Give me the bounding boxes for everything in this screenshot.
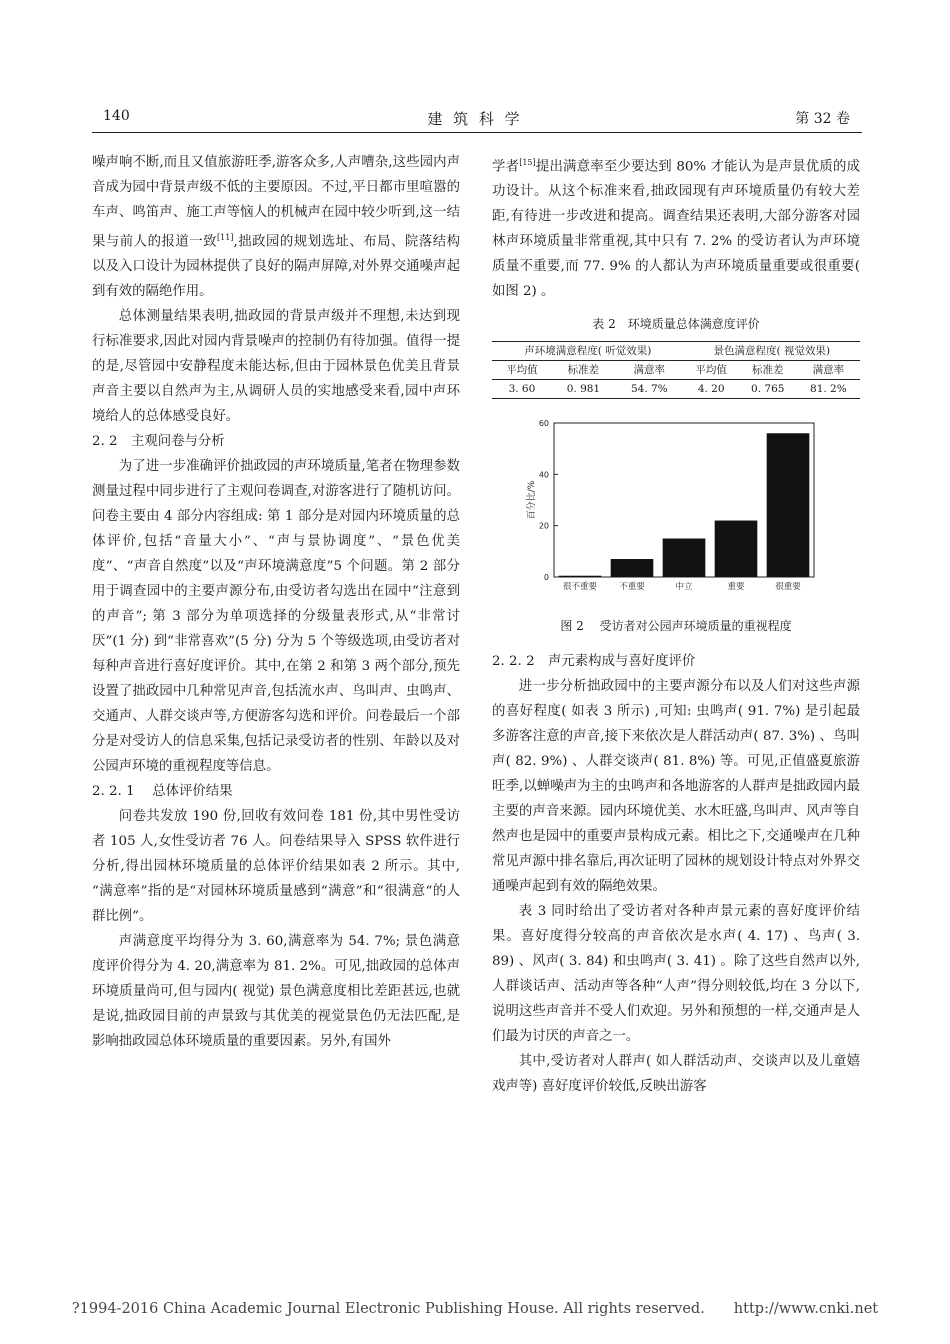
table-column-header: 平均值 (492, 361, 552, 380)
subsection-heading: 2. 2. 2 声元素构成与喜好度评价 (492, 654, 696, 670)
reference-mark: [11] (217, 233, 234, 242)
paragraph: 进一步分析拙政园中的主要声源分布以及人们对这些声源的喜好程度( 如表 3 所示) ,可知: 虫鸣声( 91. 7%) 是引起最多游客注意的声音,接下来依次是人群活动声( 87. 3%) 、鸟叫声( 82. 9%) 、人群交谈声( 81. 8%) 等。可见,正值盛夏旅游旺季,以蝉噪声为主的虫鸣声和各地游客的人群声是拙政园内最主要的声音来源。园内环境优美、水木旺盛,鸟叫声、风声等自然声也是园中的重要声景构成元素。相比之下,交通噪声在几种常见声源中排名靠后,再次证明了园林的规划设计特点对外界交通噪声起到有效的隔绝效果。 (492, 679, 860, 895)
journal-title: 建 筑 科 学 (427, 110, 523, 128)
reference-mark: [15] (519, 158, 536, 167)
bar (559, 576, 602, 577)
table-column-header: 满意率 (615, 361, 684, 380)
figure-caption: 图 2 受访者对公园声环境质量的重视程度 (560, 619, 792, 634)
right-column (492, 150, 860, 1099)
y-tick-label: 20 (538, 522, 549, 532)
paragraph: 声满意度平均得分为 3. 60,满意率为 54. 7%; 景色满意度评价得分为 4. 20,满意率为 81. 2%。可见,拙政园的总体声环境质量尚可,但与园内( 视觉) 景色满意度相比差距甚远,也就是说,拙政园目前的声景致与其优美的视觉景色仍无法匹配,是影响拙政园总体环境质量的重要因素。另外,有国外 (92, 934, 460, 1050)
copyright-footer: ?1994-2016 China Academic Journal Electronic Publishing House. All rights reserved. http://www.cnki.net (71, 1301, 879, 1317)
bar (663, 539, 706, 578)
header-rule (92, 132, 862, 133)
page-number: 140 (103, 108, 130, 124)
x-tick-label: 中立 (675, 582, 693, 593)
y-tick-label: 60 (538, 419, 549, 429)
x-tick-label: 重要 (727, 582, 745, 593)
satisfaction-table (492, 341, 860, 399)
y-tick-label: 0 (543, 573, 549, 583)
x-tick-label: 很不重要 (562, 582, 598, 593)
table-cell: 4. 20 (684, 380, 739, 399)
x-tick-label: 很重要 (775, 582, 801, 593)
table-cell: 0. 765 (739, 380, 797, 399)
bar (611, 560, 654, 578)
table-column-header: 满意率 (797, 361, 860, 380)
paragraph: 为了进一步准确评价拙政园的声环境质量,笔者在物理参数测量过程中同步进行了主观问卷调查,对游客进行了随机访问。问卷主要由 4 部分内容组成: 第 1 部分是对园内环境质量的总体评价,包括“音量大小”、“声与景协调度”、“景色优美度”、“声音自然度”以及“声环境满意度”5 个问题。第 2 部分用于调查园中的主要声源分布,由受访者勾选出在园中“注意到的声音”; 第 3 部分为单项选择的分级量表形式,从“非常讨厌”(1 分) 到“非常喜欢”(5 分) 分为 5 个等级选项,由受访者对每种声音进行喜好度评价。其中,在第 2 和第 3 两个部分,预先设置了拙政园中几种常见声音,包括流水声、鸟叫声、虫鸣声、交通声、人群交谈声等,方便游客勾选和评价。问卷最后一个部分是对受访人的信息采集,包括记录受访者的性别、年龄以及对公园声环境的重视程度等信息。 (92, 459, 460, 775)
table-column-header: 标准差 (552, 361, 615, 380)
paragraph: 其中,受访者对人群声( 如人群活动声、交谈声以及儿童嬉戏声等) 喜好度评价较低,反映出游客 (492, 1054, 860, 1095)
table-group-header: 景色满意程度( 视觉效果) (684, 342, 860, 361)
left-column (92, 150, 460, 1054)
paragraph: 噪声响不断,而且又值旅游旺季,游客众多,人声嘈杂,这些园内声音成为园中背景声级不低的主要原因。不过,平日都市里喧嚣的车声、鸣笛声、施工声等恼人的机械声在园中较少听到,这一结果与前人的报道一致[11],拙政园的规划选址、布局、院落结构以及入口设计为园林提供了良好的隔声屏障,对外界交通噪声起到有效的隔绝作用。 (92, 155, 461, 300)
table-cell: 81. 2% (797, 380, 860, 399)
table-cell: 54. 7% (615, 380, 684, 399)
table-column-header: 标准差 (739, 361, 797, 380)
table-cell: 3. 60 (492, 380, 552, 399)
bar (715, 521, 758, 577)
table-group-header: 声环境满意程度( 听觉效果) (492, 342, 684, 361)
y-axis-label: 百分比/% (527, 481, 537, 520)
section-heading: 2. 2 主观问卷与分析 (92, 434, 225, 450)
importance-bar-chart (492, 417, 860, 612)
y-tick-label: 40 (538, 470, 549, 480)
subsection-heading: 2. 2. 1 总体评价结果 (92, 784, 233, 800)
volume-label: 第 32 卷 (795, 111, 850, 127)
bar (767, 434, 810, 578)
table-caption: 表 2 环境质量总体满意度评价 (592, 317, 760, 332)
x-tick-label: 不重要 (619, 582, 645, 593)
table-cell: 0. 981 (552, 380, 615, 399)
paragraph: 表 3 同时给出了受访者对各种声景元素的喜好度评价结果。喜好度得分较高的声音依次是水声( 4. 17) 、鸟声( 3. 89) 、风声( 3. 84) 和虫鸣声( 3. 41) 。除了这些自然声以外,人群谈话声、活动声等各种“人声”得分则较低,均在 3 分以下,说明这些声音并不受人们欢迎。另外和预想的一样,交通声是人们最为讨厌的声音之一。 (492, 904, 860, 1045)
table-column-header: 平均值 (684, 361, 739, 380)
paragraph: 总体测量结果表明,拙政园的背景声级并不理想,未达到现行标准要求,因此对园内背景噪声的控制仍有待加强。值得一提的是,尽管园中安静程度未能达标,但由于园林景色优美且背景声音主要以自然声为主,从调研人员的实地感受来看,园中声环境给人的总体感受良好。 (92, 309, 460, 425)
paragraph: 问卷共发放 190 份,回收有效问卷 181 份,其中男性受访者 105 人,女性受访者 76 人。问卷结果导入 SPSS 软件进行分析,得出园林环境质量的总体评价结果如表 2 所示。其中, “满意率”指的是“对园林环境质量感到“满意”和“很满意“的人群比例”。 (92, 809, 460, 925)
paragraph: 学者[15]提出满意率至少要达到 80% 才能认为是声景优质的成功设计。从这个标准来看,拙政园现有声环境质量仍有较大差距,有待进一步改进和提高。调查结果还表明,大部分游客对园林声环境质量非常重视,其中只有 7. 2% 的受访者认为声环境质量不重要,而 77. 9% 的人都认为声环境质量重要或很重要( 如图 2) 。 (492, 158, 861, 300)
